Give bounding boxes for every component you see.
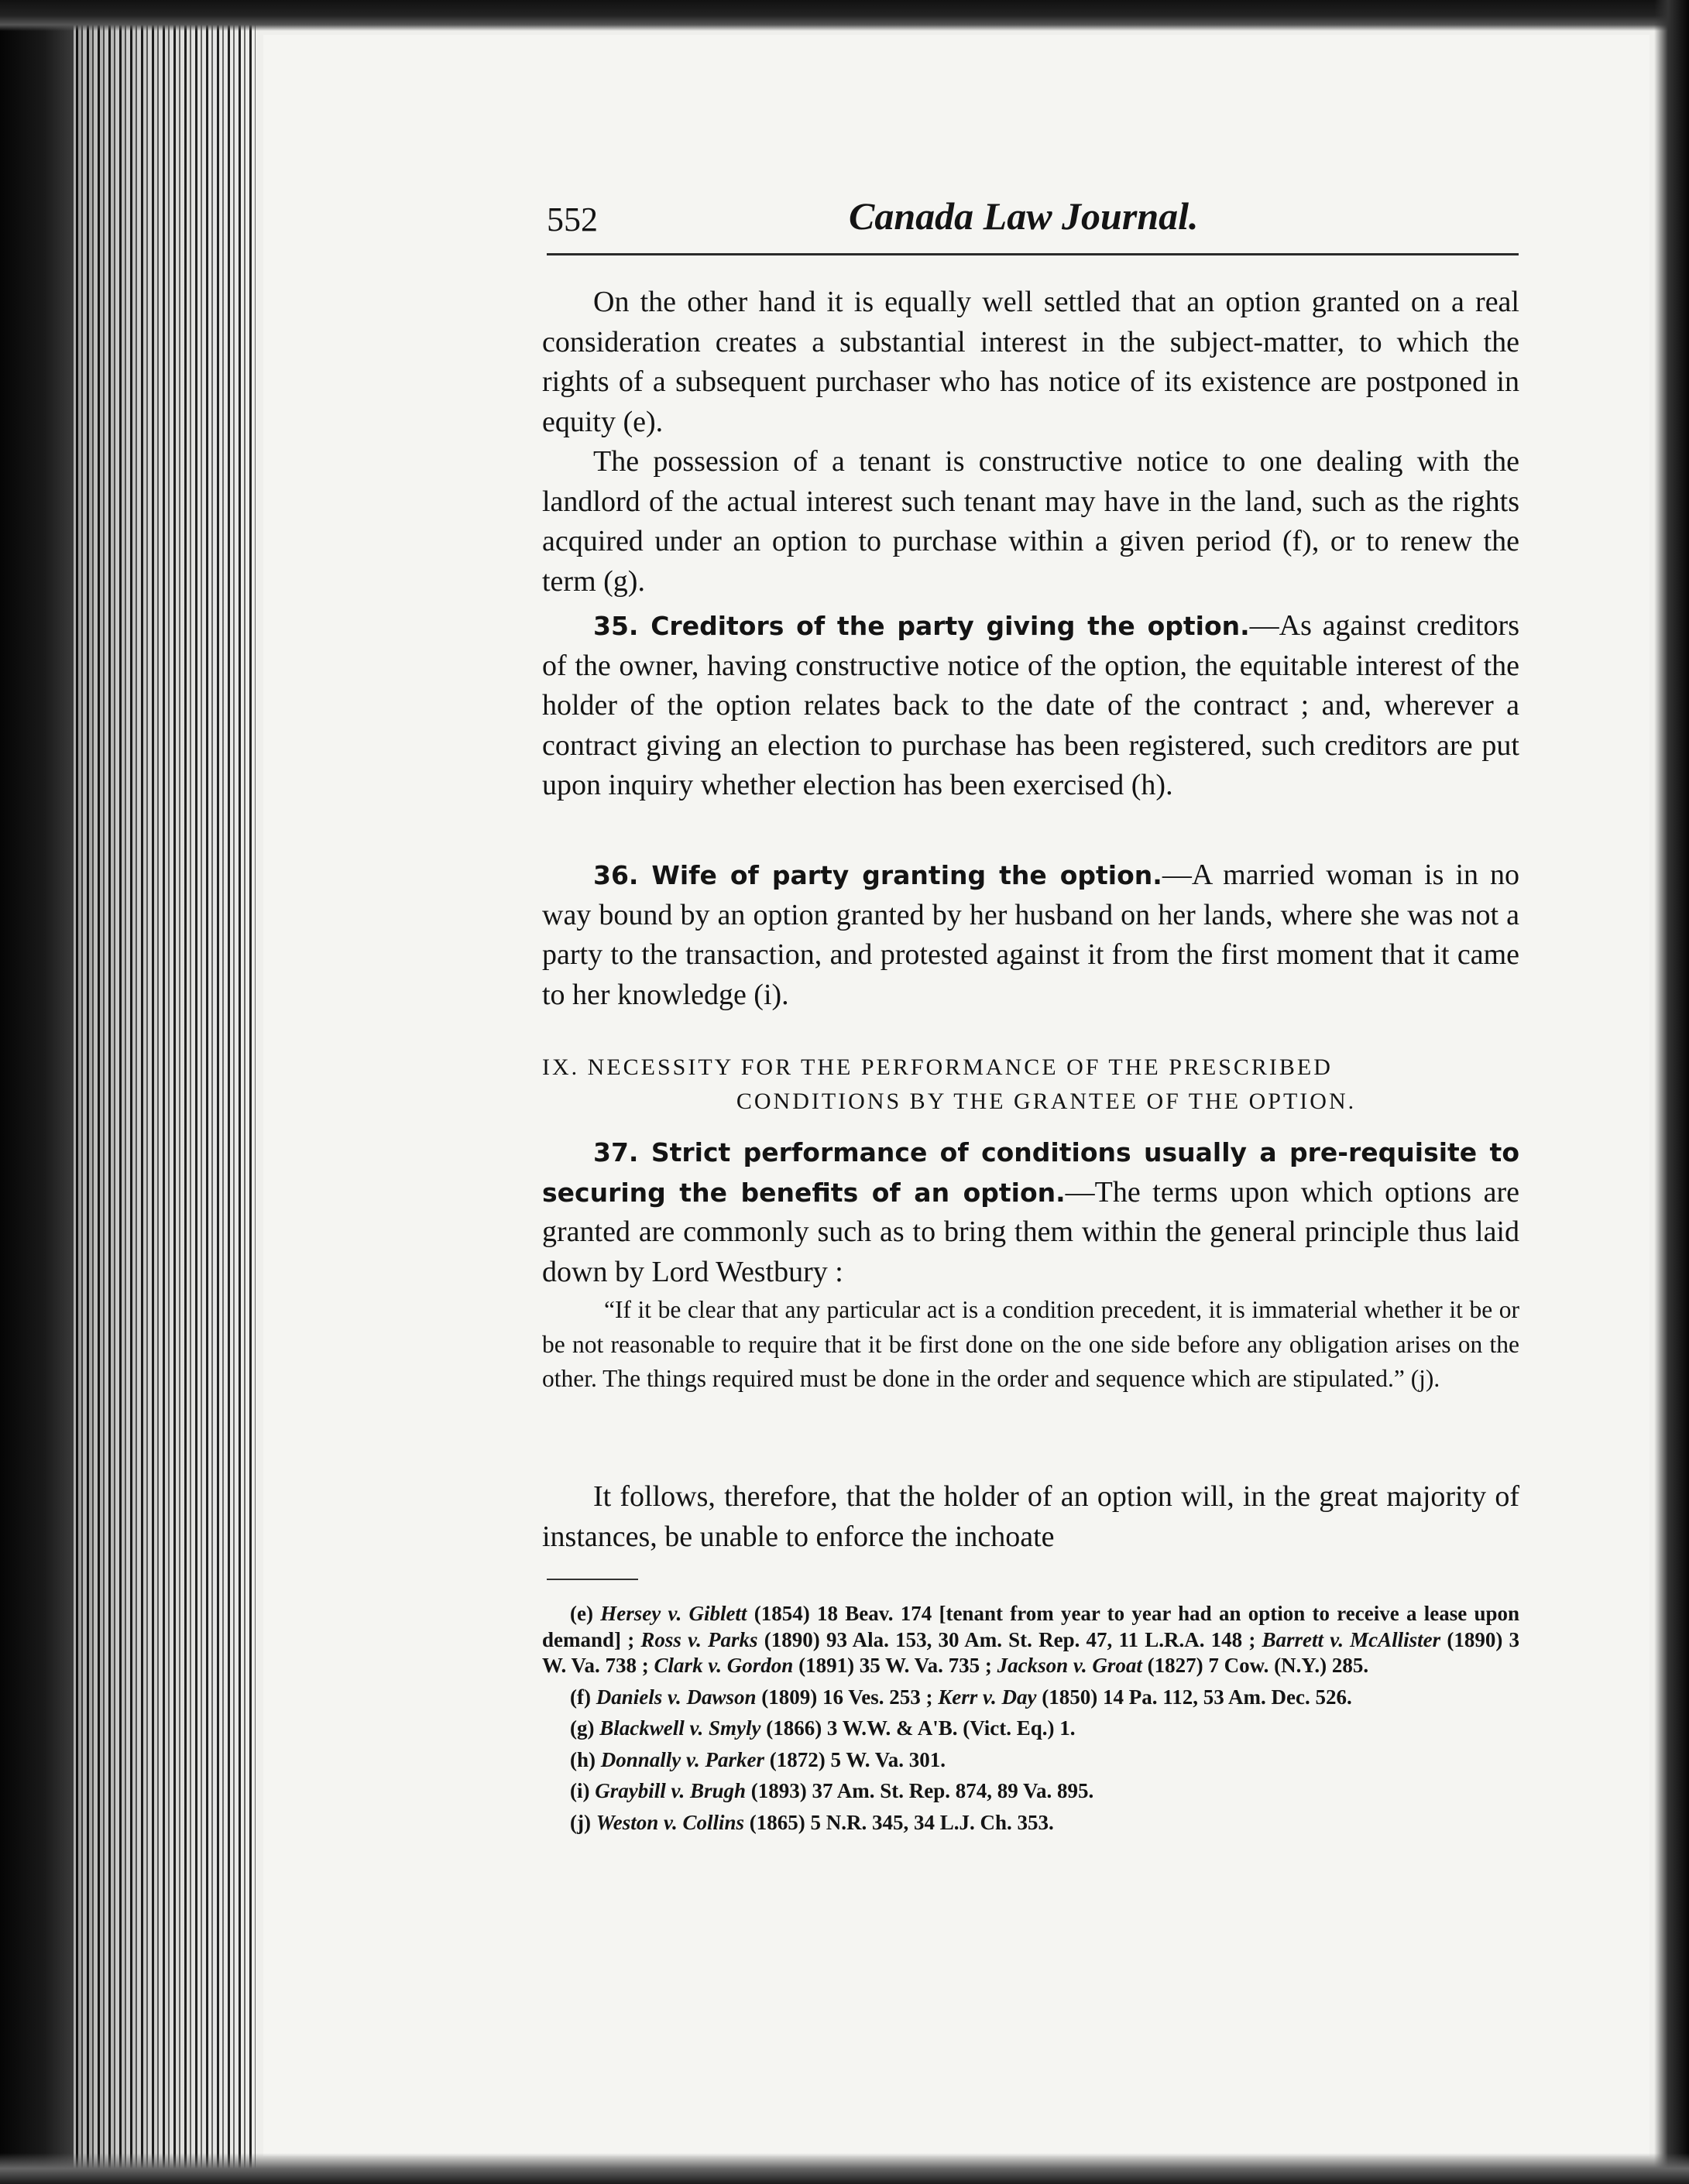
paragraph-holder-unable: It follows, therefore, that the holder of an option will, in the great majority of instances, be unable to enforce the inchoate [542,1480,1519,1553]
section-36-heading: 36. Wife of party granting the option. [593,860,1162,890]
footnote-j-citation: (1865) 5 N.R. 345, 34 L.J. Ch. 353. [749,1810,1054,1834]
footnote-f-case-1: Daniels v. Dawson [596,1685,757,1709]
footnotes [542,1601,1519,1841]
closing-paragraph [542,1477,1519,1557]
paragraph-tenant-possession: The possession of a tenant is constructive notice to one dealing with the landlord of the actual interest such tenant may have in the land, such as the rights acquired under an option to purchase within a given period (f), or to renew the term (g). [542,445,1519,598]
footnote-e-case-4: Clark v. Gordon [654,1654,794,1677]
section-35-heading: 35. Creditors of the party giving the option. [593,611,1250,641]
scan-top-border [0,0,1689,31]
footnote-i [542,1778,1519,1805]
page-number: 552 [547,201,598,238]
footnote-e-citation-1: (1854) 18 Beav. 174 [tenant from year to year had an option to receive a lease upon demand] ; [542,1602,1519,1651]
chapter-heading [542,1051,1519,1119]
footnote-e-case-3: Barrett v. McAllister [1262,1627,1441,1651]
section-35-paragraph [542,606,1519,806]
footnote-e-citation-2: (1890) 93 Ala. 153, 30 Am. St. Rep. 47, 11 L.R.A. 148 ; [764,1627,1256,1651]
chapter-heading-line-2: CONDITIONS BY THE GRANTEE OF THE OPTION. [736,1089,1357,1114]
header-rule [547,253,1519,255]
footnote-e-citation-5: (1827) 7 Cow. (N.Y.) 285. [1147,1654,1369,1677]
section-37-text: —The terms upon which options are granted are commonly such as to bring them within the general principle thus laid down by Lord Westbury : [542,1175,1519,1288]
section-35 [542,606,1519,806]
footnote-i-citation: (1893) 37 Am. St. Rep. 874, 89 Va. 895. [750,1779,1094,1802]
scan-right-border [1654,0,1689,2184]
footnote-e-citation-4: (1891) 35 W. Va. 735 ; [798,1654,992,1677]
section-37 [542,1133,1519,1292]
westbury-quotation [542,1293,1519,1397]
section-36-text: —A married woman is in no way bound by an option granted by her husband on her lands, where she was not a party to the transaction, and protested against it from the first moment that it came to her knowledge (i). [542,859,1519,1011]
paragraph-option-interest: On the other hand it is equally well settled that an option granted on a real consideration creates a substantial interest in the subject-matter, to which the rights of a subsequent purchaser who has notice of its existence are postponed in equity (e). [542,286,1519,438]
footnote-f-citation-2: (1850) 14 Pa. 112, 53 Am. Dec. 526. [1042,1685,1352,1709]
footnote-e-case-2: Ross v. Parks [640,1627,758,1651]
footnote-h [542,1747,1519,1774]
chapter-heading-line-1: IX. NECESSITY FOR THE PERFORMANCE OF THE PRESCRIBED [542,1054,1333,1080]
section-36 [542,855,1519,1015]
footnote-e [542,1601,1519,1679]
footnote-g-citation: (1866) 3 W.W. & A'B. (Vict. Eq.) 1. [766,1716,1076,1740]
section-35-text: —As against creditors of the owner, having constructive notice of the option, the equitable interest of the holder of the option relates back to the date of the contract ; and, wherever a contract giving an election to purchase has been registered, such creditors are put upon inquiry whether election has been exercised (h). [542,609,1520,801]
footnote-e-case-5: Jackson v. Groat [997,1654,1142,1677]
footnote-f-mark: (f) [570,1685,591,1709]
footnote-rule [547,1579,638,1580]
footnote-j [542,1810,1519,1836]
footnote-e-case-1: Hersey v. Giblett [600,1602,747,1625]
journal-title: Canada Law Journal. [849,194,1199,238]
footnote-j-mark: (j) [570,1810,591,1834]
section-37-heading: 37. Strict performance of conditions usually a pre-requisite to securing the benefits of an option. [542,1137,1519,1208]
footnote-f-citation-1: (1809) 16 Ves. 253 ; [761,1685,933,1709]
footnote-f-case-2: Kerr v. Day [938,1685,1037,1709]
footnote-j-case: Weston v. Collins [596,1810,745,1834]
footnote-e-citation-3: (1890) 3 W. Va. 738 ; [542,1627,1520,1677]
footnote-g-mark: (g) [570,1716,595,1740]
quotation-text: “If it be clear that any particular act is a condition precedent, it is immaterial whether it be or be not reasonable to require that it be first done on the one side before any obligation arises on the other. The things required must be done in the order and sequence which are stipulated.” (j). [542,1296,1519,1392]
footnote-f [542,1685,1519,1711]
section-36-paragraph [542,855,1519,1015]
footnote-e-mark: (e) [570,1602,593,1625]
footnote-g [542,1716,1519,1742]
footnote-h-case: Donnally v. Parker [600,1747,764,1771]
running-head [547,194,1519,248]
footnote-h-mark: (h) [570,1747,596,1771]
main-text-block-1 [542,283,1519,602]
scan-bottom-border [0,2153,1689,2184]
footnote-g-case: Blackwell v. Smyly [599,1716,761,1740]
footnote-i-case: Graybill v. Brugh [595,1779,747,1802]
section-37-paragraph [542,1133,1519,1292]
scan-left-shadow [0,0,74,2184]
footnote-h-citation: (1872) 5 W. Va. 301. [769,1747,946,1771]
footnote-i-mark: (i) [570,1779,590,1802]
